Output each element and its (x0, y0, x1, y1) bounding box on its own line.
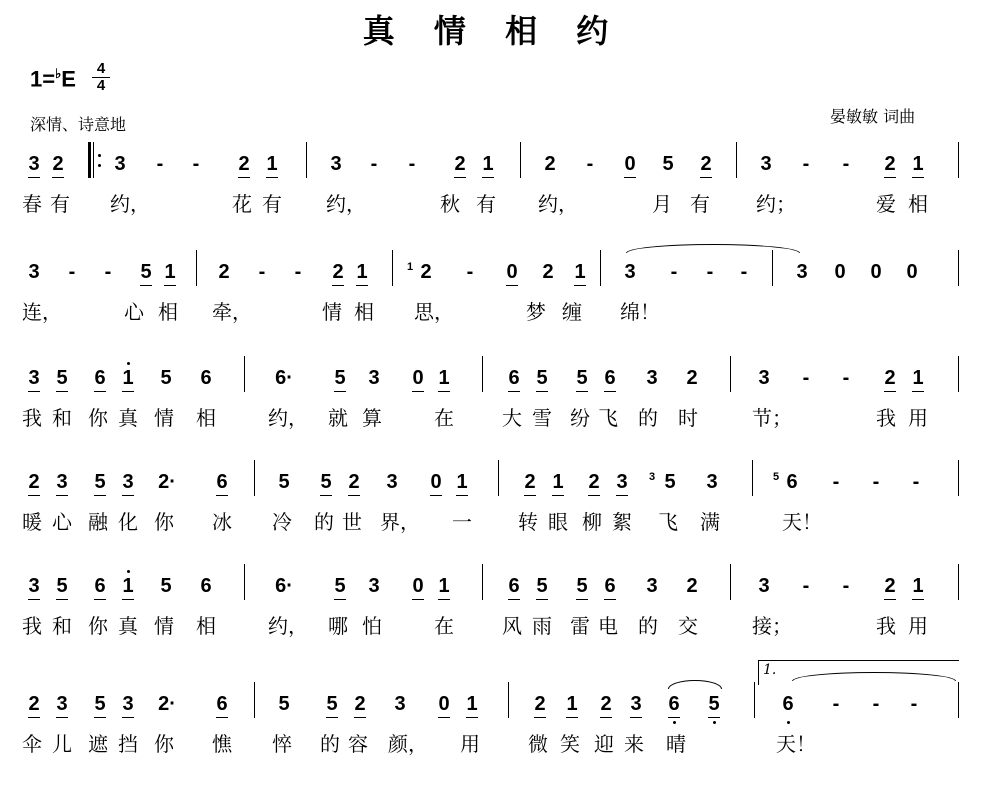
lyric: 憔 (212, 732, 232, 756)
note: 5 (664, 471, 676, 493)
lyric: 挡 (118, 732, 138, 756)
lyric: 伞 (22, 732, 42, 756)
barline (958, 250, 959, 286)
lyric: 暖 (22, 510, 42, 534)
note: 2 (880, 150, 900, 178)
lyric: 化 (118, 510, 138, 534)
lyric: 月 (652, 192, 672, 216)
note: 6 (504, 364, 524, 392)
lyric: 有 (262, 192, 282, 216)
grace-note: 3 (648, 471, 656, 483)
lyric: 约， (110, 192, 150, 216)
barline (482, 356, 483, 392)
lyric: 在 (434, 406, 454, 430)
lyric: 你 (154, 510, 174, 534)
note-dotted: 6· (275, 367, 293, 389)
note: 2 (450, 150, 470, 178)
note: 2 (24, 468, 44, 496)
barline (196, 250, 197, 286)
lyric: 和 (52, 614, 72, 638)
lyrics-line (0, 190, 985, 218)
barline (520, 142, 521, 178)
note: 3 (386, 471, 398, 493)
lyric: 颜， (388, 732, 428, 756)
note-dash: - (466, 261, 474, 283)
note: 0 (408, 364, 428, 392)
lyric: 情 (322, 300, 342, 324)
note: 6 (212, 468, 232, 496)
barline (254, 682, 255, 718)
lyric: 你 (88, 406, 108, 430)
lyric: 的 (314, 510, 334, 534)
lyric: 满 (700, 510, 720, 534)
lyric: 时 (678, 406, 698, 430)
note: 5 (322, 690, 342, 718)
lyric: 相 (196, 614, 216, 638)
expression-mark: 深情、诗意地 (30, 115, 127, 134)
lyric: 在 (434, 614, 454, 638)
lyric: 心 (124, 300, 144, 324)
note: 2 (686, 367, 698, 389)
note: 1 (434, 572, 454, 600)
note: 5 (316, 468, 336, 496)
time-denominator: 4 (92, 77, 110, 94)
lyrics-line (0, 508, 985, 536)
lyric: 冷 (272, 510, 292, 534)
note: 5 (160, 367, 172, 389)
note-dash: - (104, 261, 112, 283)
note: 1 (908, 150, 928, 178)
note: 3 (612, 468, 632, 496)
note: 3 (394, 693, 406, 715)
note: 5 (52, 364, 72, 392)
lyric: 迎 (594, 732, 614, 756)
note: 2 (234, 150, 254, 178)
lyric: 雷 (570, 614, 590, 638)
note: 0 (870, 261, 882, 283)
notes-line (0, 150, 985, 178)
score-row-2 (0, 258, 985, 324)
note: 3 (24, 572, 44, 600)
lyric: 你 (154, 732, 174, 756)
key-note: E (61, 66, 76, 92)
lyric: 接； (752, 614, 792, 638)
note: 3 (28, 261, 40, 283)
lyric: 有 (50, 192, 70, 216)
notes-line (0, 468, 985, 496)
lyric: 约， (268, 406, 308, 430)
note: 6 (212, 690, 232, 718)
lyric: 天！ (776, 732, 816, 756)
flat-sign: ♭ (55, 66, 62, 81)
note: 3 (758, 575, 770, 597)
lyric: 笑 (560, 732, 580, 756)
lyric: 真 (118, 614, 138, 638)
song-title: 真 情 相 约 (362, 12, 623, 50)
barline (958, 356, 959, 392)
note-low: 5 (704, 690, 724, 718)
lyric: 春 (22, 192, 42, 216)
lyric: 牵， (212, 300, 252, 324)
note: 3 (330, 153, 342, 175)
note: 2 (596, 690, 616, 718)
lyric: 的 (638, 406, 658, 430)
note: 5 (330, 572, 350, 600)
note: 1 (548, 468, 568, 496)
lyrics-line (0, 404, 985, 432)
note: 0 (502, 258, 522, 286)
note-dash: - (192, 153, 200, 175)
note: 5 (572, 364, 592, 392)
barline (498, 460, 499, 496)
note-dash: - (156, 153, 164, 175)
barline (730, 564, 731, 600)
lyric: 真 (118, 406, 138, 430)
key-prefix: 1= (30, 66, 56, 92)
note: 2 (218, 261, 230, 283)
note-dash: - (586, 153, 594, 175)
lyric: 相 (196, 406, 216, 430)
lyric: 冰 (212, 510, 232, 534)
lyrics-line (0, 730, 985, 758)
lyric: 儿 (52, 732, 72, 756)
lyric: 爱 (876, 192, 896, 216)
note: 1 (908, 364, 928, 392)
lyric: 情 (154, 614, 174, 638)
note: 5 (52, 572, 72, 600)
lyric: 晴 (666, 732, 686, 756)
lyric: 电 (598, 614, 618, 638)
tie-slur (668, 680, 722, 689)
note: 2 (24, 690, 44, 718)
note: 3 (626, 690, 646, 718)
barline (752, 460, 753, 496)
note: 5 (278, 693, 290, 715)
lyric: 大 (502, 406, 522, 430)
lyric: 来 (624, 732, 644, 756)
note-dash: - (706, 261, 714, 283)
note: 2 (350, 690, 370, 718)
lyric: 雨 (532, 614, 552, 638)
lyric: 我 (22, 406, 42, 430)
lyric: 约， (538, 192, 578, 216)
barline (254, 460, 255, 496)
note: 3 (118, 690, 138, 718)
lyric: 和 (52, 406, 72, 430)
note: 2 (542, 261, 554, 283)
note: 3 (368, 367, 380, 389)
lyric: 相 (908, 192, 928, 216)
note: 5 (572, 572, 592, 600)
note-dash: - (832, 693, 840, 715)
note: 1 (478, 150, 498, 178)
note: 1 (452, 468, 472, 496)
notes-line (0, 258, 985, 286)
note: 6 (504, 572, 524, 600)
note: 1 (434, 364, 454, 392)
note-dash: - (842, 153, 850, 175)
barline (244, 356, 245, 392)
lyric: 思， (414, 300, 454, 324)
barline (600, 250, 601, 286)
repeat-start-sign (88, 142, 102, 178)
note-dash: - (740, 261, 748, 283)
note: 6 (786, 471, 798, 493)
note: 6 (200, 575, 212, 597)
note: 3 (646, 367, 658, 389)
lyric: 用 (908, 406, 928, 430)
note: 2 (880, 572, 900, 600)
barline (736, 142, 737, 178)
barline (772, 250, 773, 286)
note: 2 (584, 468, 604, 496)
lyric: 世 (342, 510, 362, 534)
note-dash: - (872, 693, 880, 715)
lyric: 融 (88, 510, 108, 534)
barline (508, 682, 509, 718)
lyric: 花 (232, 192, 252, 216)
lyric: 节； (752, 406, 792, 430)
lyrics-line (0, 612, 985, 640)
lyric: 梦 (526, 300, 546, 324)
note: 0 (434, 690, 454, 718)
score-row-4 (0, 468, 985, 534)
lyric: 的 (320, 732, 340, 756)
note-dash: - (872, 471, 880, 493)
note: 2 (530, 690, 550, 718)
note: 1 (570, 258, 590, 286)
lyric: 心 (52, 510, 72, 534)
lyric: 情 (154, 406, 174, 430)
lyrics-line (0, 298, 985, 326)
note: 2 (328, 258, 348, 286)
time-numerator: 4 (96, 60, 106, 77)
note: 5 (160, 575, 172, 597)
lyric: 我 (22, 614, 42, 638)
note: 3 (760, 153, 772, 175)
lyric: 连， (22, 300, 62, 324)
note: 6 (600, 364, 620, 392)
lyric: 界， (380, 510, 420, 534)
note: 5 (278, 471, 290, 493)
lyric: 转 (518, 510, 538, 534)
note-dash: - (910, 693, 918, 715)
note: 2 (344, 468, 364, 496)
note: 2 (880, 364, 900, 392)
note: 5 (330, 364, 350, 392)
lyric: 约， (268, 614, 308, 638)
note-dash: - (802, 367, 810, 389)
note-dash: - (912, 471, 920, 493)
lyric: 悴 (272, 732, 292, 756)
note-low: 6 (664, 690, 684, 718)
lyric: 相 (158, 300, 178, 324)
note-dash: - (802, 575, 810, 597)
barline (958, 564, 959, 600)
note: 5 (90, 690, 110, 718)
note: 5 (90, 468, 110, 496)
lyric: 飞 (658, 510, 678, 534)
note: 0 (408, 572, 428, 600)
lyric: 柳 (582, 510, 602, 534)
lyric: 你 (88, 614, 108, 638)
score-row-1 (0, 150, 985, 216)
note-dash: - (370, 153, 378, 175)
volta-label: 1. (763, 662, 777, 678)
lyric: 算 (362, 406, 382, 430)
lyric: 我 (876, 406, 896, 430)
note-dash: - (294, 261, 302, 283)
lyric: 我 (876, 614, 896, 638)
note-dotted: 2· (158, 693, 176, 715)
lyric: 有 (476, 192, 496, 216)
author-credit: 晏敏敏 词曲 (830, 107, 916, 126)
lyric: 眼 (548, 510, 568, 534)
lyric: 纷 (570, 406, 590, 430)
note-high: 1 (118, 572, 138, 600)
grace-note: 1 (406, 261, 414, 273)
note: 2 (420, 261, 432, 283)
notes-line (0, 364, 985, 392)
score-row-5 (0, 572, 985, 638)
note: 0 (906, 261, 918, 283)
lyric: 约； (756, 192, 796, 216)
tie-slur (626, 244, 800, 253)
lyric: 絮 (612, 510, 632, 534)
barline (244, 564, 245, 600)
note: 3 (624, 261, 636, 283)
note: 5 (532, 364, 552, 392)
note: 3 (758, 367, 770, 389)
note: 6 (600, 572, 620, 600)
note: 3 (24, 150, 44, 178)
note-dash: - (802, 153, 810, 175)
barline (392, 250, 393, 286)
note: 3 (796, 261, 808, 283)
barline (754, 682, 755, 718)
note-dash: - (258, 261, 266, 283)
note: 6 (90, 364, 110, 392)
barline (958, 460, 959, 496)
note: 0 (426, 468, 446, 496)
note: 3 (114, 153, 126, 175)
lyric: 飞 (598, 406, 618, 430)
score-row-3 (0, 364, 985, 430)
lyric: 怕 (362, 614, 382, 638)
note: 3 (368, 575, 380, 597)
note-low: 6 (778, 690, 798, 718)
barline (306, 142, 307, 178)
note: 1 (262, 150, 282, 178)
barline (958, 682, 959, 718)
note-dash: - (832, 471, 840, 493)
lyric: 雪 (532, 406, 552, 430)
note: 2 (520, 468, 540, 496)
note-dash: - (842, 367, 850, 389)
notes-line (0, 690, 985, 718)
note: 2 (686, 575, 698, 597)
note-dotted: 2· (158, 471, 176, 493)
note: 6 (200, 367, 212, 389)
note-high: 1 (118, 364, 138, 392)
note: 3 (706, 471, 718, 493)
lyric: 风 (502, 614, 522, 638)
note: 3 (646, 575, 658, 597)
lyric: 绵！ (620, 300, 660, 324)
note: 3 (52, 468, 72, 496)
lyric: 容 (348, 732, 368, 756)
note: 2 (544, 153, 556, 175)
barline (730, 356, 731, 392)
score-row-6 (0, 662, 985, 756)
note: 2 (696, 150, 716, 178)
lyric: 的 (638, 614, 658, 638)
lyric: 相 (354, 300, 374, 324)
note: 1 (352, 258, 372, 286)
note: 5 (532, 572, 552, 600)
time-signature (92, 61, 110, 94)
note: 1 (562, 690, 582, 718)
note: 6 (90, 572, 110, 600)
note: 0 (834, 261, 846, 283)
note-dotted: 6· (275, 575, 293, 597)
lyric: 交 (678, 614, 698, 638)
note: 1 (462, 690, 482, 718)
note-dash: - (68, 261, 76, 283)
note: 3 (118, 468, 138, 496)
lyric: 天！ (782, 510, 822, 534)
note: 3 (24, 364, 44, 392)
lyric: 就 (328, 406, 348, 430)
note-dash: - (842, 575, 850, 597)
lyric: 有 (690, 192, 710, 216)
barline (482, 564, 483, 600)
lyric: 一 (452, 510, 472, 534)
lyric: 约， (326, 192, 366, 216)
lyric: 用 (908, 614, 928, 638)
key-signature (30, 66, 76, 92)
note-dash: - (408, 153, 416, 175)
notes-line (0, 572, 985, 600)
lyric: 秋 (440, 192, 460, 216)
note: 1 (908, 572, 928, 600)
grace-note: 5 (772, 471, 780, 483)
note: 2 (48, 150, 68, 178)
note: 5 (662, 153, 674, 175)
lyric: 哪 (328, 614, 348, 638)
lyric: 用 (460, 732, 480, 756)
note: 3 (52, 690, 72, 718)
lyric: 微 (528, 732, 548, 756)
lyric: 缠 (562, 300, 582, 324)
barline (958, 142, 959, 178)
lyric: 遮 (88, 732, 108, 756)
note: 1 (160, 258, 180, 286)
note: 0 (620, 150, 640, 178)
note-dash: - (670, 261, 678, 283)
note: 5 (136, 258, 156, 286)
